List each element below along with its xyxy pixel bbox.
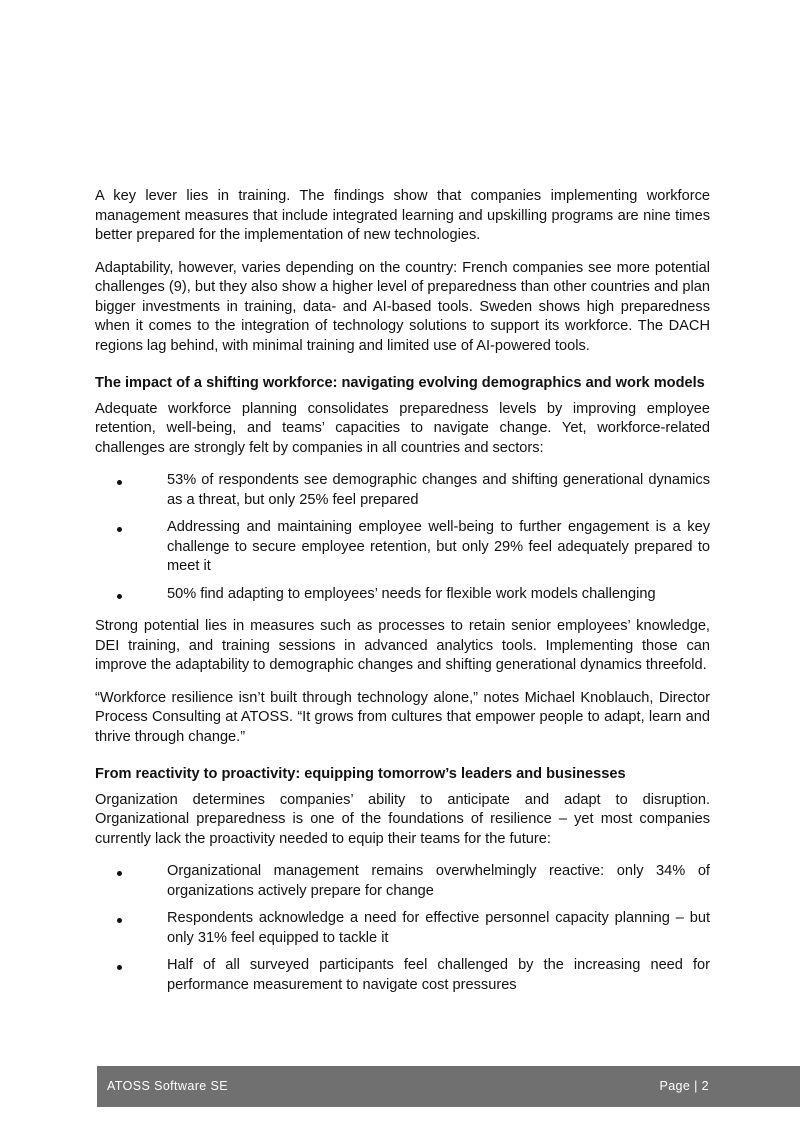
list-item-text: Half of all surveyed participants feel challenged by the increasing need for performance measurement to navigate cost pressures [167, 957, 710, 993]
workforce-potential-paragraph: Strong potential lies in measures such as processes to retain senior employees’ knowledge, DEI training, and training sessions in advanced analytics tools. Implementing those can improve the adaptability to demographic changes and shifting generational dynamics threefold. [95, 618, 710, 673]
page-footer [97, 1066, 800, 1107]
quote-paragraph: “Workforce resilience isn’t built through technology alone,” notes Michael Knoblauch, Director Process Consulting at ATOSS. “It grows from cultures that empower people to adapt, learn and thrive through change.” [95, 689, 710, 745]
intro-paragraph-training: A key lever lies in training. The findings show that companies implementing workforce management measures that include integrated learning and upskilling programs are nine times better prepared for the implementation of new technologies. [95, 188, 710, 243]
section-intro-workforce: Adequate workforce planning consolidates preparedness levels by improving employee retention, well-being, and teams’ capacities to navigate change. Yet, workforce-related challenges are strongly felt by companies in all countries and sectors: [95, 400, 710, 456]
list-item [95, 518, 710, 577]
list-item [95, 471, 710, 510]
footer-page-number: Page | 2 [659, 1079, 709, 1093]
intro-paragraph-adaptability: Adaptability, however, varies depending on the country: French companies see more potential challenges (9), but they also show a higher level of preparedness than other countries and plan bigger investments in training, data- and AI-based tools. Sweden shows high preparedness when it comes to the integration of technology solutions to support its workforce. The DACH regions lag behind, with minimal training and limited use of AI-powered tools. [95, 259, 710, 354]
list-item [95, 909, 710, 948]
bullet-icon [117, 918, 122, 923]
bullet-icon [117, 871, 122, 876]
list-item [95, 585, 710, 605]
bullet-icon [117, 594, 122, 599]
list-item-text: Organizational management remains overwhelmingly reactive: only 34% of organizations actively prepare for change [167, 863, 710, 899]
footer-company-name: ATOSS Software SE [107, 1079, 228, 1093]
workforce-bullet-list [95, 471, 710, 604]
list-item-text: Respondents acknowledge a need for effective personnel capacity planning – but only 31% feel equipped to tackle it [167, 910, 710, 946]
bullet-icon [117, 480, 122, 485]
section-intro-proactivity: Organization determines companies’ ability to anticipate and adapt to disruption. Organizational preparedness is one of the foundations of resilience – yet most companies currently lack the proactivity needed to equip their teams for the future: [95, 791, 710, 847]
document-body [95, 187, 710, 1008]
bullet-icon [117, 965, 122, 970]
list-item-text: Addressing and maintaining employee well-being to further engagement is a key challenge to secure employee retention, but only 29% feel adequately prepared to meet it [167, 519, 710, 574]
list-item [95, 956, 710, 995]
section-heading-proactivity: From reactivity to proactivity: equipping tomorrow’s leaders and businesses [95, 766, 626, 782]
list-item-text: 50% find adapting to employees’ needs for flexible work models challenging [167, 585, 656, 602]
section-heading-workforce: The impact of a shifting workforce: navigating evolving demographics and work models [95, 375, 705, 391]
bullet-icon [117, 527, 122, 532]
proactivity-bullet-list [95, 862, 710, 995]
list-item [95, 862, 710, 901]
list-item-text: 53% of respondents see demographic changes and shifting generational dynamics as a threat, but only 25% feel prepared [167, 472, 710, 508]
